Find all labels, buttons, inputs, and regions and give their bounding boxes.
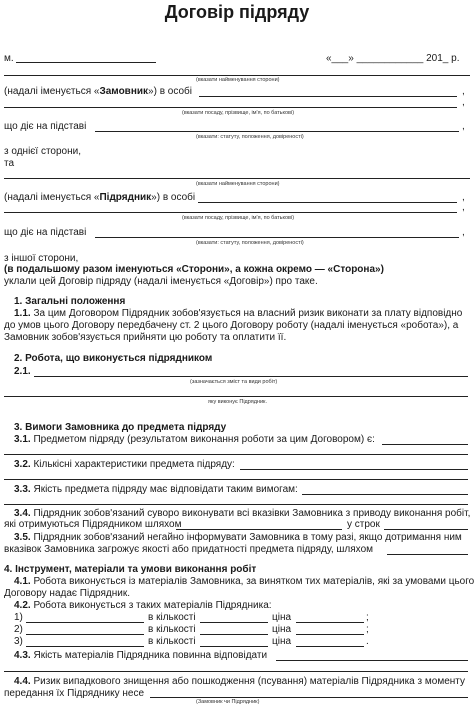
customer-intro: (надалі іменується «Замовник») в особі bbox=[4, 86, 192, 97]
material-3-price-label: ціна bbox=[272, 636, 292, 647]
concluded-text: уклали цей Договір підряду (надалі іменується «Договір») про таке. bbox=[4, 276, 318, 287]
section-3-heading: 3. Вимоги Замовника до предмета підряду bbox=[14, 422, 227, 433]
s3-p4-term-line[interactable] bbox=[384, 529, 468, 530]
hint-party-name-2: (вказати найменування сторони) bbox=[196, 181, 280, 187]
hint-performer: яку виконує Підрядник. bbox=[208, 399, 267, 405]
document-title: Договір підряду bbox=[164, 2, 310, 22]
hint-position: (вказати посаду, прізвище, ім'я, по батькові) bbox=[182, 110, 295, 116]
material-1-qty-line[interactable] bbox=[200, 622, 268, 623]
hint-work-content: (зазначається зміст та види робіт) bbox=[190, 379, 278, 385]
material-2-qty-line[interactable] bbox=[200, 634, 268, 635]
customer-basis-line[interactable] bbox=[95, 131, 459, 132]
material-item-3: 3) bbox=[14, 636, 23, 647]
material-3-qty-label: в кількості bbox=[148, 636, 196, 647]
customer-person-line[interactable] bbox=[199, 96, 457, 97]
s2-work-line[interactable] bbox=[34, 376, 468, 377]
s4-p2: 4.2. Робота виконується з таких матеріалів Підрядника: bbox=[14, 600, 272, 611]
s3-p1-line[interactable] bbox=[382, 444, 468, 445]
s1-p1-line3: Замовник зобов'язується прийняти цю роботу та оплатити її. bbox=[4, 332, 287, 343]
material-2-qty-label: в кількості bbox=[148, 624, 196, 635]
material-2-price-label: ціна bbox=[272, 624, 292, 635]
material-item-2: 2) bbox=[14, 624, 23, 635]
s3-p1: 3.1. Предметом підряду (результатом виконання роботи за цим Договором) є: bbox=[14, 434, 375, 445]
hint-basis: (вказати: статуту, положення, довіреності) bbox=[196, 134, 304, 140]
s2-p1-num: 2.1. bbox=[14, 366, 31, 377]
material-3-qty-line[interactable] bbox=[200, 646, 268, 647]
s3-p3-line-2[interactable] bbox=[4, 504, 468, 505]
s1-p1-line2: до умов цього Договору передбачену ст. 2 цього Договору роботу (надалі іменується «робота»), а bbox=[4, 320, 459, 331]
s3-p4-line1: 3.4. Підрядник зобов'язаний суворо виконувати всі вказівки Замовника з приводу виконання робіт, bbox=[14, 508, 471, 519]
customer-name-line[interactable] bbox=[4, 75, 470, 76]
s3-p2-line-2[interactable] bbox=[4, 479, 468, 480]
s4-p4-line2: передання їх Підряднику несе bbox=[4, 688, 145, 699]
section-4-heading: 4. Інструмент, матеріали та умови виконання робіт bbox=[4, 564, 257, 575]
material-2-price-line[interactable] bbox=[296, 634, 364, 635]
s4-p4-line1: 4.4. Ризик випадкового знищення або пошкодження (псування) матеріалів Підрядника з моменту bbox=[14, 676, 465, 687]
hint-party-name: (вказати найменування сторони) bbox=[196, 77, 280, 83]
contractor-basis-line[interactable] bbox=[95, 237, 459, 238]
section-1-heading: 1. Загальні положення bbox=[14, 296, 126, 307]
material-1-price-line[interactable] bbox=[296, 622, 364, 623]
s3-p2: 3.2. Кількісні характеристики предмета підряду: bbox=[14, 459, 235, 470]
customer-person-line-2[interactable] bbox=[4, 107, 457, 108]
contractor-person-line[interactable] bbox=[198, 202, 457, 203]
s3-p3: 3.3. Якість предмета підряду має відповідати таким вимогам: bbox=[14, 484, 298, 495]
s4-p3-line[interactable] bbox=[276, 660, 468, 661]
hint-customer: (Замовник чи Підрядник) bbox=[196, 699, 260, 705]
acts-on-basis-label-2: що діє на підставі bbox=[4, 227, 87, 238]
s4-p4-line[interactable] bbox=[150, 697, 468, 698]
material-item-1: 1) bbox=[14, 612, 23, 623]
material-2-name-line[interactable] bbox=[26, 634, 144, 635]
s1-p1-line1: 1.1. За цим Договором Підрядник зобов'язується на власний ризик виконати за плату відповідно bbox=[14, 308, 463, 319]
hint-position-2: (вказати посаду, прізвище, ім'я, по батькові) bbox=[182, 215, 295, 221]
and-label: та bbox=[4, 158, 15, 169]
s3-p5-line1: 3.5. Підрядник зобов'язаний негайно інформувати Замовника в тому разі, якщо дотримання ним bbox=[14, 532, 462, 543]
s3-p2-line[interactable] bbox=[240, 469, 468, 470]
section-2-heading: 2. Робота, що виконується підрядником bbox=[14, 353, 213, 364]
one-side-label: з однієї сторони, bbox=[4, 146, 81, 157]
material-1-price-label: ціна bbox=[272, 612, 292, 623]
material-1-qty-label: в кількості bbox=[148, 612, 196, 623]
other-side-label: з іншої сторони, bbox=[4, 253, 79, 264]
material-3-name-line[interactable] bbox=[26, 646, 144, 647]
s3-p3-line[interactable] bbox=[302, 494, 468, 495]
s2-work-line-2[interactable] bbox=[4, 396, 468, 397]
city-label: м. bbox=[4, 53, 14, 64]
s4-p3-line-2[interactable] bbox=[4, 671, 468, 672]
s3-p4-method-line[interactable] bbox=[176, 529, 342, 530]
s3-p1-line-2[interactable] bbox=[4, 454, 468, 455]
city-line[interactable] bbox=[16, 62, 156, 63]
s3-p4-term: у строк bbox=[347, 519, 380, 530]
material-1-name-line[interactable] bbox=[26, 622, 144, 623]
s3-p5-line2: вказівок Замовника загрожує якості або придатності предмета підряду, шляхом bbox=[4, 544, 374, 555]
s3-p5-line[interactable] bbox=[387, 554, 468, 555]
contractor-intro: (надалі іменується «Підрядник») в особі bbox=[4, 192, 196, 203]
hint-basis-2: (вказати: статуту, положення, довіреності) bbox=[196, 240, 304, 246]
material-3-price-line[interactable] bbox=[296, 646, 364, 647]
date-field[interactable]: «___» ____________ 201_ р. bbox=[326, 53, 460, 64]
acts-on-basis-label: що діє на підставі bbox=[4, 121, 87, 132]
s4-p1-line2: Договору надає Підрядник. bbox=[4, 588, 130, 599]
s3-p4-line2: які отримуються Підрядником шляхом bbox=[4, 519, 182, 530]
contractor-name-line[interactable] bbox=[4, 178, 470, 179]
parties-together: (в подальшому разом іменуються «Сторони», а кожна окремо — «Сторона») bbox=[4, 264, 384, 275]
contractor-person-line-2[interactable] bbox=[4, 212, 457, 213]
s4-p1-line1: 4.1. Робота виконується із матеріалів Замовника, за винятком тих матеріалів, які за умовами цього bbox=[14, 576, 474, 587]
s4-p3: 4.3. Якість матеріалів Підрядника повинна відповідати bbox=[14, 650, 268, 661]
